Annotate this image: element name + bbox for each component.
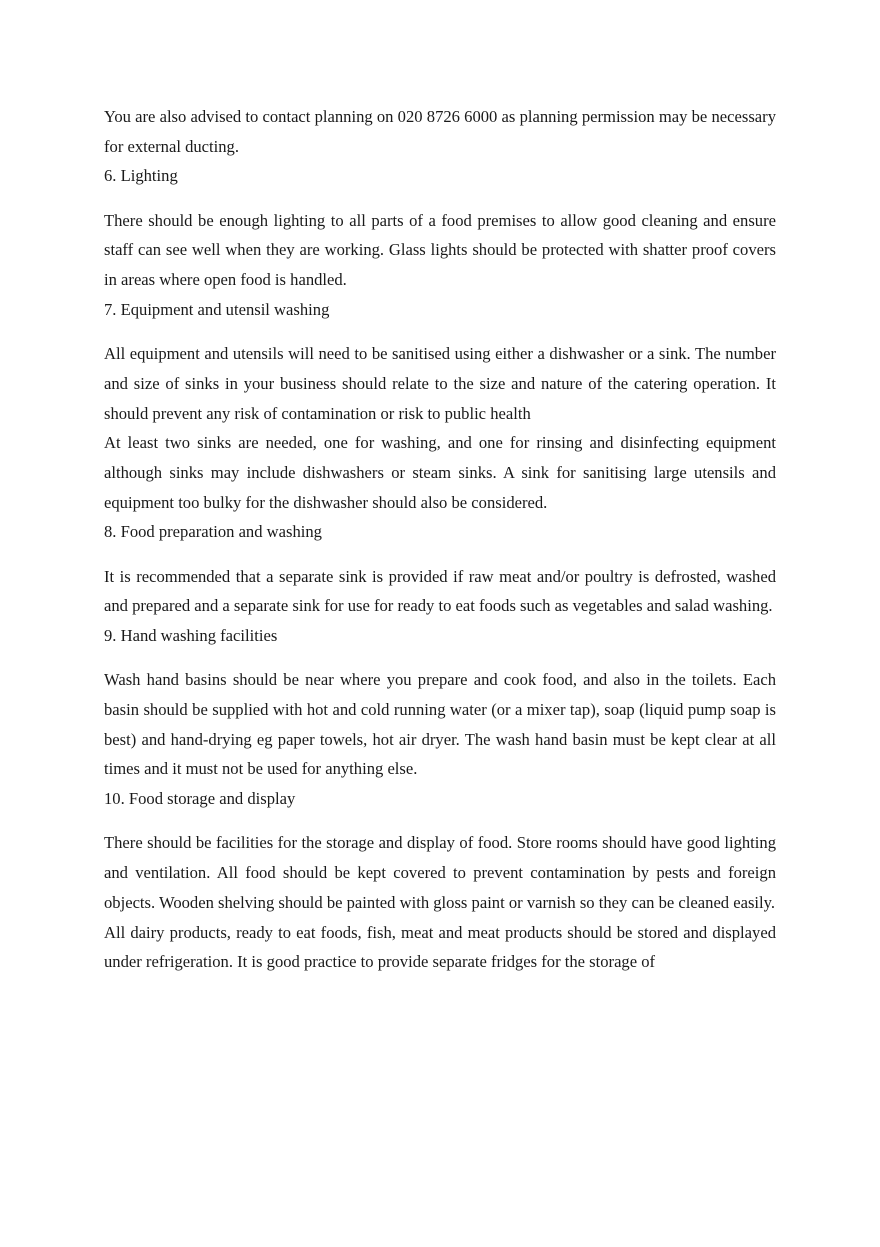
document-body: [104, 102, 776, 977]
paragraph-food-storage: There should be facilities for the storage and display of food. Store rooms should have good lighting and ventilation. All food should be kept covered to prevent contamination by pests and foreign objects. Wooden shelving should be painted with gloss paint or varnish so they can be cleaned easily.: [104, 833, 776, 912]
paragraph-food-preparation: It is recommended that a separate sink is provided if raw meat and/or poultry is defrosted, washed and prepared and a separate sink for use for ready to eat foods such as vegetables and salad washing.: [104, 566, 776, 616]
paragraph-hand-washing: Wash hand basins should be near where you prepare and cook food, and also in the toilets. Each basin should be supplied with hot and cold running water (or a mixer tap), soap (liquid pump soap is best) and hand-drying eg paper towels, hot air dryer. The wash hand basin must be kept clear at all times and it must not be used for anything else.: [104, 670, 776, 779]
paragraph-planning-advice: You are also advised to contact planning on 020 8726 6000 as planning permission may be necessary for external ducting.: [104, 107, 776, 156]
paragraph-refrigeration: All dairy products, ready to eat foods, fish, meat and meat products should be stored and displayed under refrigeration. It is good practice to provide separate fridges for the storage of: [104, 922, 776, 972]
paragraph-equipment-sanitising: All equipment and utensils will need to be sanitised using either a dishwasher or a sink. The number and size of sinks in your business should relate to the size and nature of the catering operation. It should prevent any risk of contamination or risk to public health: [104, 344, 776, 423]
section-heading-lighting: 6. Lighting: [104, 166, 178, 186]
section-heading-food-storage: 10. Food storage and display: [104, 789, 296, 809]
section-heading-hand-washing: 9. Hand washing facilities: [104, 626, 278, 646]
section-heading-food-preparation: 8. Food preparation and washing: [104, 522, 322, 542]
section-heading-equipment-washing: 7. Equipment and utensil washing: [104, 299, 330, 319]
paragraph-sinks-required: At least two sinks are needed, one for washing, and one for rinsing and disinfecting equipment although sinks may include dishwashers or steam sinks. A sink for sanitising large utensils and equipment too bulky for the dishwasher should also be considered.: [104, 433, 776, 512]
paragraph-lighting: There should be enough lighting to all parts of a food premises to allow good cleaning and ensure staff can see well when they are working. Glass lights should be protected with shatter proof covers in areas where open food is handled.: [104, 210, 776, 290]
